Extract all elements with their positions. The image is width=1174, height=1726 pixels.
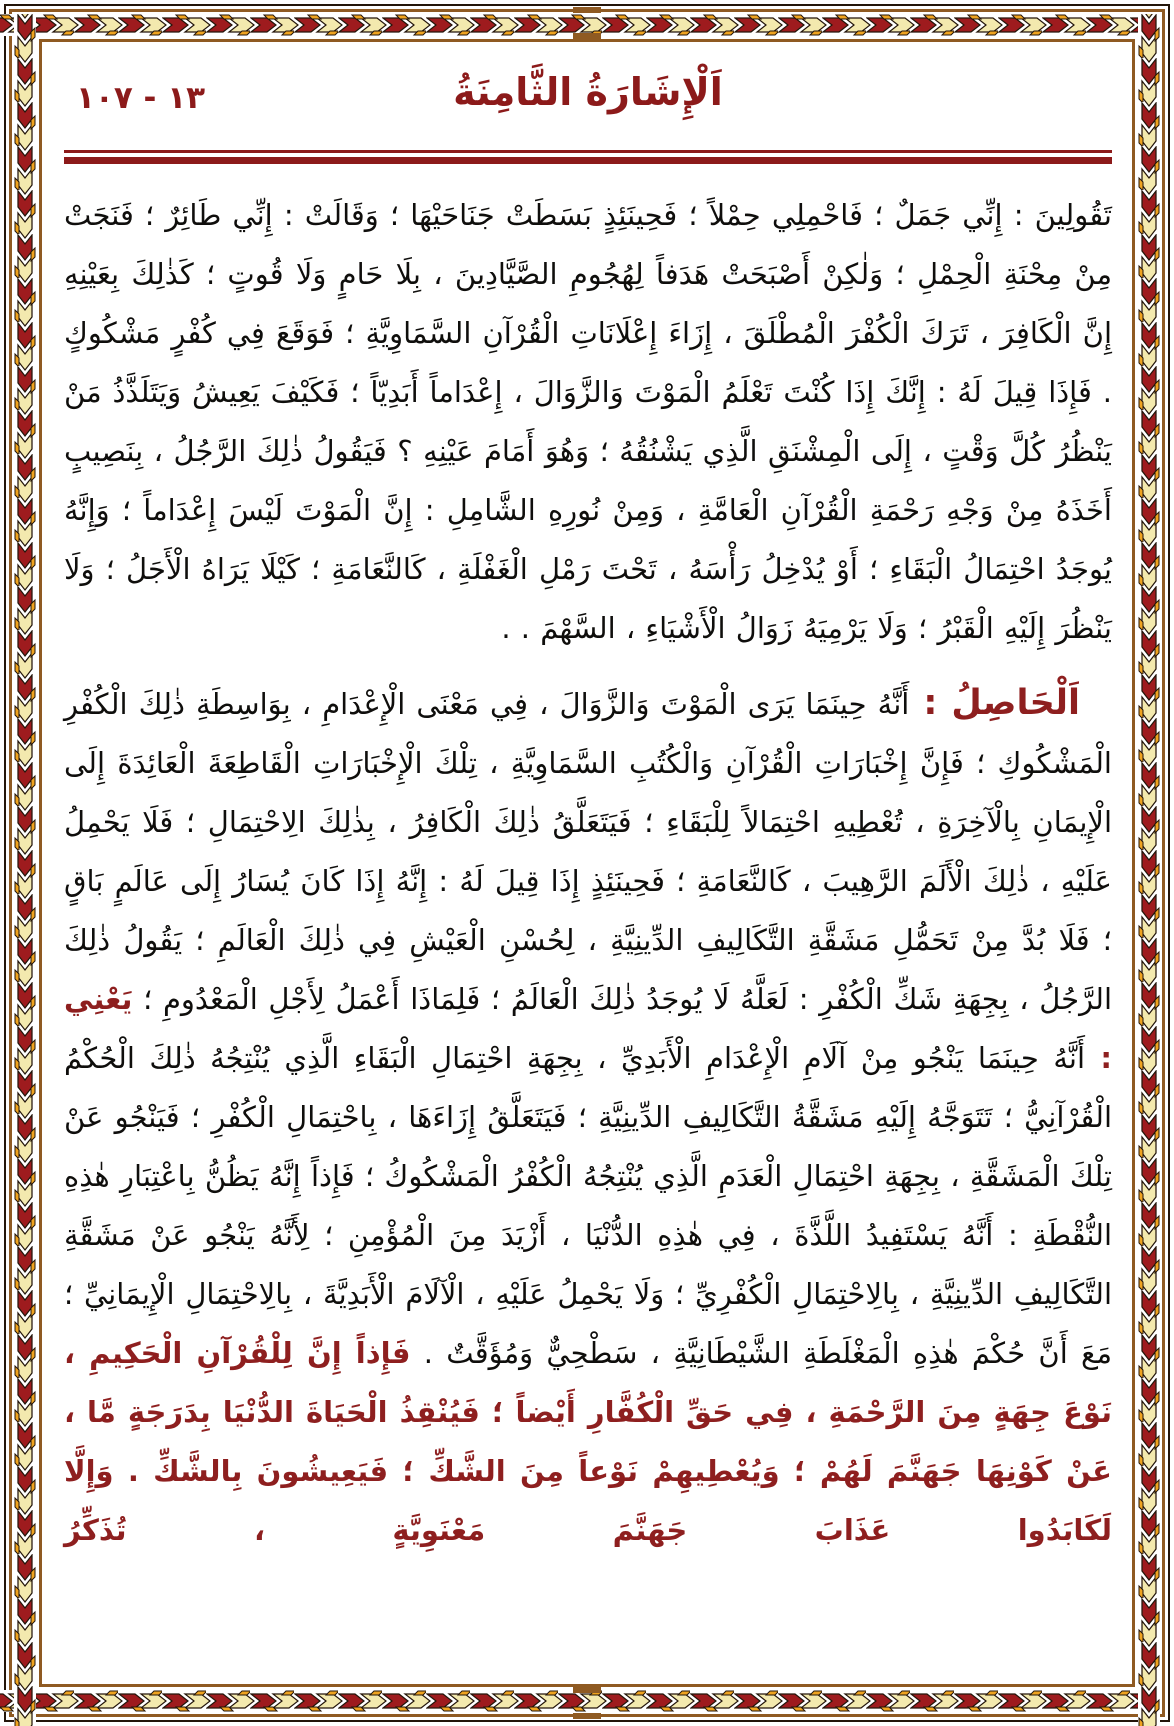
frame-connector-icon <box>573 1713 601 1719</box>
frame-chain-ornament-left <box>14 14 36 1726</box>
frame-connector-icon <box>573 33 601 39</box>
frame-chain-ornament-right <box>1138 14 1160 1726</box>
header-rule-thin-line <box>64 150 1112 153</box>
body-run-text: أَنَّهُ حِينَمَا يَنْجُو مِنْ آلَامِ الْإِعْدَامِ الْأَبَدِيِّ ، بِجِهَةِ احْتِمَالِ الْبَقَاءِ الَّذِي يُنْتِجُهُ ذٰلِكَ الْحُكْمُ الْقُرْآنِيُّ ؛ تَتَوَجَّهُ إِلَيْهِ مَشَقَّةُ التَّكَالِيفِ الدِّينِيَّةِ ؛ فَيَتَعَلَّقُ إِزَاءَهَا ، بِاحْتِمَالِ الْكُفْرِ ؛ فَيَنْجُو عَنْ تِلْكَ الْمَشَقَّةِ ، بِجِهَةِ احْتِمَالِ الْعَدَمِ الَّذِي يُنْتِجُهُ الْكُفْرُ الْمَشْكُوكُ ؛ فَإِذاً إِنَّهُ يَظُنُّ بِاعْتِبَارِ هٰذِهِ النُّقْطَةِ : أَنَّهُ يَسْتَفِيدُ اللَّذَّةَ ، فِي هٰذِهِ الدُّنْيَا ، أَزْيَدَ مِنَ الْمُؤْمِنِ ؛ لِأَنَّهُ يَنْجُو عَنْ مَشَقَّةِ التَّكَالِيفِ الدِّينِيَّةِ ، بِالِاحْتِمَالِ الْكُفْرِيِّ ؛ وَلَا يَحْمِلُ عَلَيْهِ ، الْآلَامَ الْأَبَدِيَّةَ ، بِالِاحْتِمَالِ الْإِيمَانِيِّ ؛ مَعَ أَنَّ حُكْمَ هٰذِهِ الْمَغْلَطَةِ الشَّيْطَانِيَّةِ ، سَطْحِيٌّ وَمُؤَقَّتٌ . <box>64 1041 1112 1370</box>
frame-chain-ornament-bottom <box>0 1690 1160 1712</box>
header-rule <box>64 150 1112 164</box>
highlight-red-text: اَلْحَاصِلُ : <box>909 683 1080 723</box>
highlight-red-text: فَإِذاً إِنَّ لِلْقُرْآنِ الْحَكِيمِ ، نَوْعَ جِهَةٍ مِنَ الرَّحْمَةِ ، فِي حَقِّ الْكُفَّارِ أَيْضاً ؛ فَيُنْقِذُ الْحَيَاةَ الدُّنْيَا بِدَرَجَةٍ مَّا ، عَنْ كَوْنِهَا جَهَنَّمَ لَهُمْ ؛ وَيُعْطِيهِمْ نَوْعاً مِنَ الشَّكِّ ؛ فَيَعِيشُونَ بِالشَّكِّ . وَإِلَّا لَكَابَدُوا عَذَابَ جَهَنَّمَ مَعْنَوِيَّةٍ ، تُذَكِّرُ <box>64 1336 1112 1547</box>
paragraph <box>64 186 1112 658</box>
body-run-text: تَقُولِينَ : إِنِّي جَمَلٌ ؛ فَاحْمِلِي حِمْلاً ؛ فَحِينَئِذٍ بَسَطَتْ جَنَاحَيْهَا ؛ وَقَالَتْ : إِنِّي طَائِرٌ ؛ فَنَجَتْ مِنْ مِحْنَةِ الْحِمْلِ ؛ وَلٰكِنْ أَصْبَحَتْ هَدَفاً لِهُجُومِ الصَّيَّادِينَ ، بِلَا حَامٍ وَلَا قُوتٍ ؛ كَذٰلِكَ بِعَيْنِهِ إِنَّ الْكَافِرَ ، تَرَكَ الْكُفْرَ الْمُطْلَقَ ، إِزَاءَ إِعْلَانَاتِ الْقُرْآنِ السَّمَاوِيَّةِ ؛ فَوَقَعَ فِي كُفْرٍ مَشْكُوكٍ . فَإِذَا قِيلَ لَهُ : إِنَّكَ إِذَا كُنْتَ تَعْلَمُ الْمَوْتَ وَالزَّوَالَ ، إِعْدَاماً أَبَدِيّاً ؛ فَكَيْفَ يَعِيشُ وَيَتَلَذَّذُ مَنْ يَنْظُرُ كُلَّ وَقْتٍ ، إِلَى الْمِشْنَقِ الَّذِي يَشْنُقُهُ ؛ وَهُوَ أَمَامَ عَيْنِهِ ؟ فَيَقُولُ ذٰلِكَ الرَّجُلُ ، بِنَصِيبٍ أَخَذَهُ مِنْ وَجْهِ رَحْمَةِ الْقُرْآنِ الْعَامَّةِ ، وَمِنْ نُورِهِ الشَّامِلِ : إِنَّ الْمَوْتَ لَيْسَ إِعْدَاماً ؛ وَإِنَّهُ يُوجَدُ احْتِمَالُ الْبَقَاءِ ؛ أَوْ يُدْخِلُ رَأْسَهُ ، تَحْتَ رَمْلِ الْغَفْلَةِ ، كَالنَّعَامَةِ ؛ كَيْلَا يَرَاهُ الْأَجَلُ ؛ وَلَا يَنْظُرَ إِلَيْهِ الْقَبْرُ ؛ وَلَا يَرْمِيَهُ زَوَالُ الْأَشْيَاءِ ، السَّهْمَ . . <box>64 198 1112 645</box>
frame-connector-icon <box>573 1687 601 1693</box>
paragraph <box>64 674 1112 1560</box>
page-header <box>64 58 1112 146</box>
page-number: ١٣ - ١٠٧ <box>76 80 206 116</box>
page-title: اَلْإِشَارَةُ الثَّامِنَةُ <box>453 70 723 114</box>
highlight-red-text: يَعْنِي : <box>64 982 1112 1075</box>
page-content <box>64 58 1112 1560</box>
body-text <box>64 186 1112 1560</box>
frame-connector-icon <box>573 7 601 13</box>
header-rule-thick-line <box>64 157 1112 164</box>
body-run-text: أَنَّهُ حِينَمَا يَرَى الْمَوْتَ وَالزَّوَالَ ، فِي مَعْنَى الْإِعْدَامِ ، بِوَاسِطَةِ ذٰلِكَ الْكُفْرِ الْمَشْكُوكِ ؛ فَإِنَّ إِخْبَارَاتِ الْقُرْآنِ وَالْكُتُبِ السَّمَاوِيَّةِ ، تِلْكَ الْإِخْبَارَاتِ الْقَاطِعَةَ الْعَائِدَةَ إِلَى الْإِيمَانِ بِالْآخِرَةِ ، تُعْطِيهِ احْتِمَالاً لِلْبَقَاءِ ؛ فَيَتَعَلَّقُ ذٰلِكَ الْكَافِرُ ، بِذٰلِكَ الِاحْتِمَالِ ؛ فَلَا يَحْمِلُ عَلَيْهِ ، ذٰلِكَ الْأَلَمَ الرَّهِيبَ ، كَالنَّعَامَةِ ؛ فَحِينَئِذٍ إِذَا قِيلَ لَهُ : إِنَّهُ إِذَا كَانَ يُسَارُ إِلَى عَالَمٍ بَاقٍ ؛ فَلَا بُدَّ مِنْ تَحَمُّلِ مَشَقَّةِ التَّكَالِيفِ الدِّينِيَّةِ ، لِحُسْنِ الْعَيْشِ فِي ذٰلِكَ الْعَالَمِ ؛ يَقُولُ ذٰلِكَ الرَّجُلُ ، بِجِهَةِ شَكِّ الْكُفْرِ : لَعَلَّهُ لَا يُوجَدُ ذٰلِكَ الْعَالَمُ ؛ فَلِمَاذَا أَعْمَلُ لِأَجْلِ الْمَعْدُومِ ؛ <box>64 687 1112 1016</box>
